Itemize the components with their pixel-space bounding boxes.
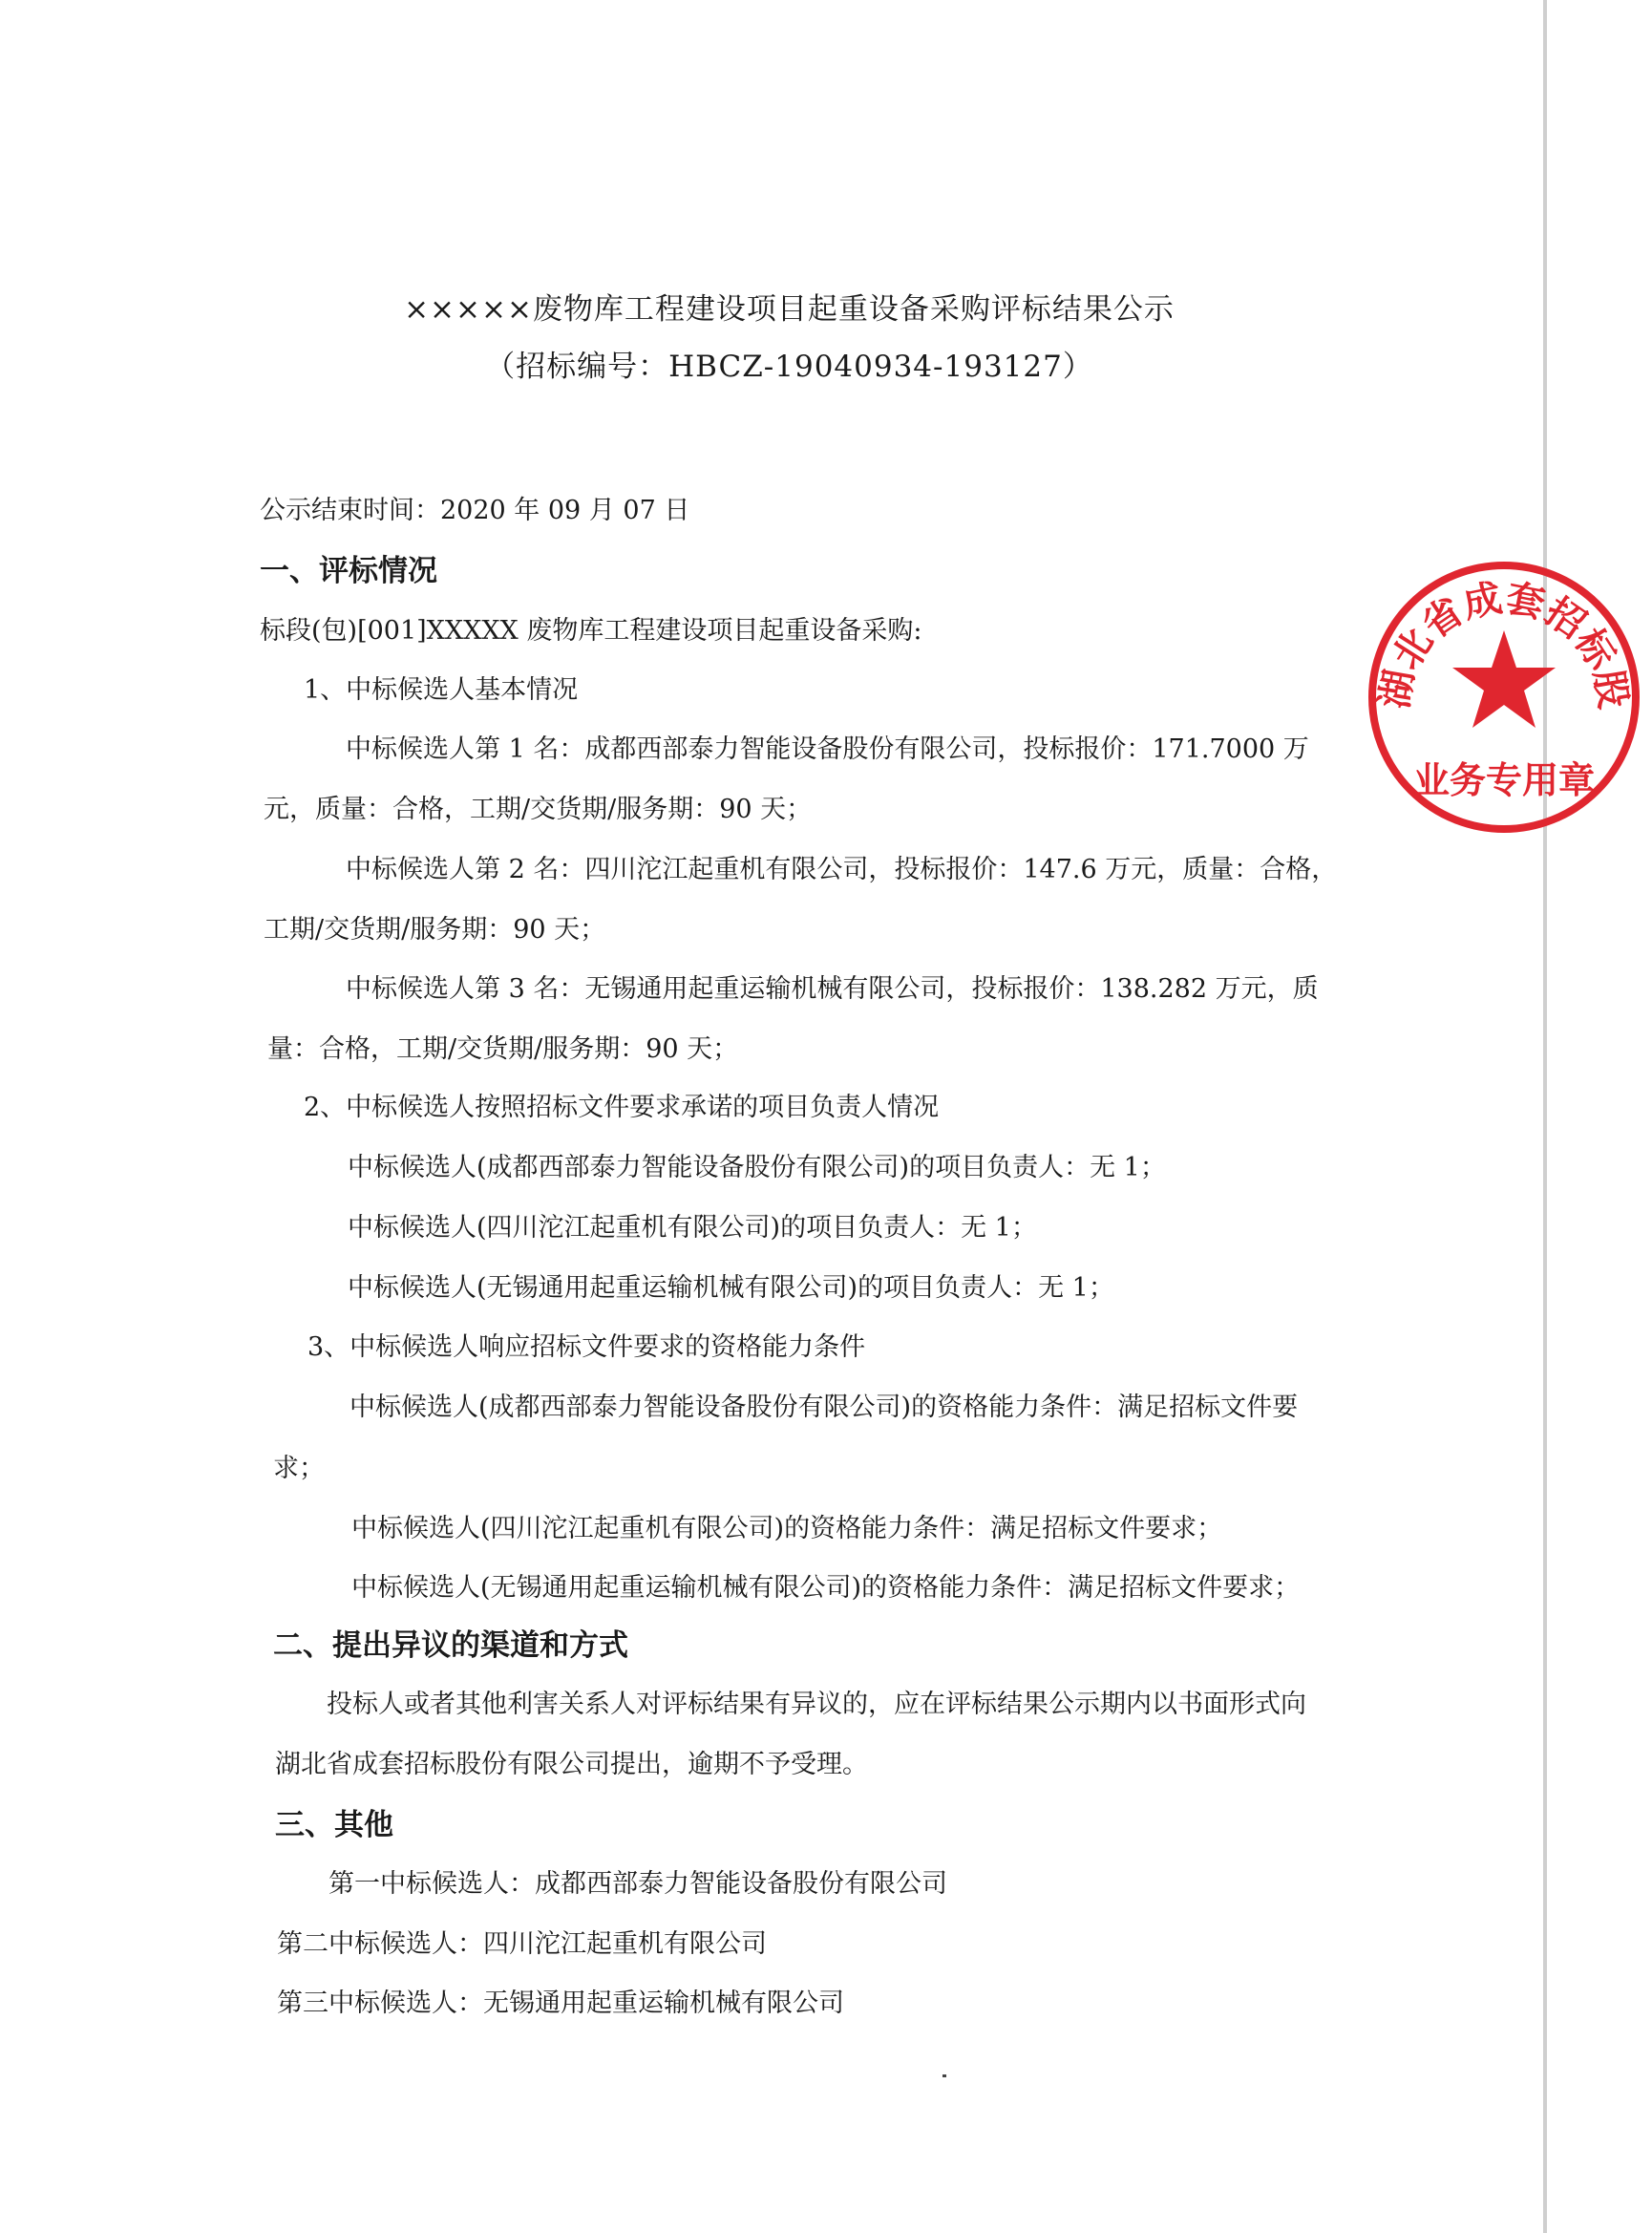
qualification-1-line-b: 求； [273,1454,325,1483]
qualification-1-line-a: 中标候选人(成都西部泰力智能设备股份有限公司)的资格能力条件：满足招标文件要 [349,1393,1299,1422]
manager-2: 中标候选人(四川沱江起重机有限公司)的项目负责人：无 1； [348,1213,1037,1243]
candidate-2-line-a: 中标候选人第 2 名：四川沱江起重机有限公司，投标报价：147.6 万元，质量：合格， [346,855,1338,884]
other-candidate-1: 第一中标候选人：成都西部泰力智能设备股份有限公司 [328,1869,947,1899]
subsection-3: 3、中标候选人响应招标文件要求的资格能力条件 [307,1332,866,1362]
candidate-1-line-a: 中标候选人第 1 名：成都西部泰力智能设备股份有限公司，投标报价：171.7000 万 [346,734,1309,764]
company-seal-stamp [1356,549,1652,845]
qualification-3: 中标候选人(无锡通用起重运输机械有限公司)的资格能力条件：满足招标文件要求； [351,1573,1301,1603]
document-title: ×××××废物库工程建设项目起重设备采购评标结果公示 [404,292,1175,327]
subsection-1: 1、中标候选人基本情况 [304,675,579,705]
page-edge-line [1543,0,1547,2233]
manager-1: 中标候选人(成都西部泰力智能设备股份有限公司)的项目负责人：无 1； [348,1153,1166,1182]
document-subtitle: （招标编号：HBCZ-19040934-193127） [485,350,1093,384]
seal-top-text: 湖北省成套招标股 [1372,576,1636,712]
seal-star-icon [1452,630,1556,728]
scan-speck [942,2074,946,2077]
other-candidate-3: 第三中标候选人：无锡通用起重运输机械有限公司 [277,1988,844,2018]
subsection-2: 2、中标候选人按照招标文件要求承诺的项目负责人情况 [304,1093,940,1122]
candidate-1-line-b: 元，质量：合格，工期/交货期/服务期：90 天； [264,795,813,824]
candidate-3-line-b: 量：合格，工期/交货期/服务期：90 天； [267,1034,739,1064]
section-2-heading: 二、提出异议的渠道和方式 [273,1628,628,1663]
section-3-heading: 三、其他 [275,1808,393,1842]
candidate-2-line-b: 工期/交货期/服务期：90 天； [264,915,606,945]
objection-line-a: 投标人或者其他利害关系人对评标结果有异议的，应在评标结果公示期内以书面形式向 [327,1690,1306,1719]
manager-3: 中标候选人(无锡通用起重运输机械有限公司)的项目负责人：无 1； [348,1273,1114,1303]
seal-bottom-text: 业务专用章 [1412,759,1596,801]
lot-line: 标段(包)[001]XXXXX 废物库工程建设项目起重设备采购: [260,616,922,646]
objection-line-b: 湖北省成套招标股份有限公司提出，逾期不予受理。 [275,1750,868,1779]
candidate-3-line-a: 中标候选人第 3 名：无锡通用起重运输机械有限公司，投标报价：138.282 万元，质 [346,974,1319,1004]
qualification-2: 中标候选人(四川沱江起重机有限公司)的资格能力条件：满足招标文件要求； [351,1514,1223,1543]
section-1-heading: 一、评标情况 [260,554,437,588]
end-time: 公示结束时间：2020 年 09 月 07 日 [260,496,690,525]
other-candidate-2: 第二中标候选人：四川沱江起重机有限公司 [277,1929,767,1959]
